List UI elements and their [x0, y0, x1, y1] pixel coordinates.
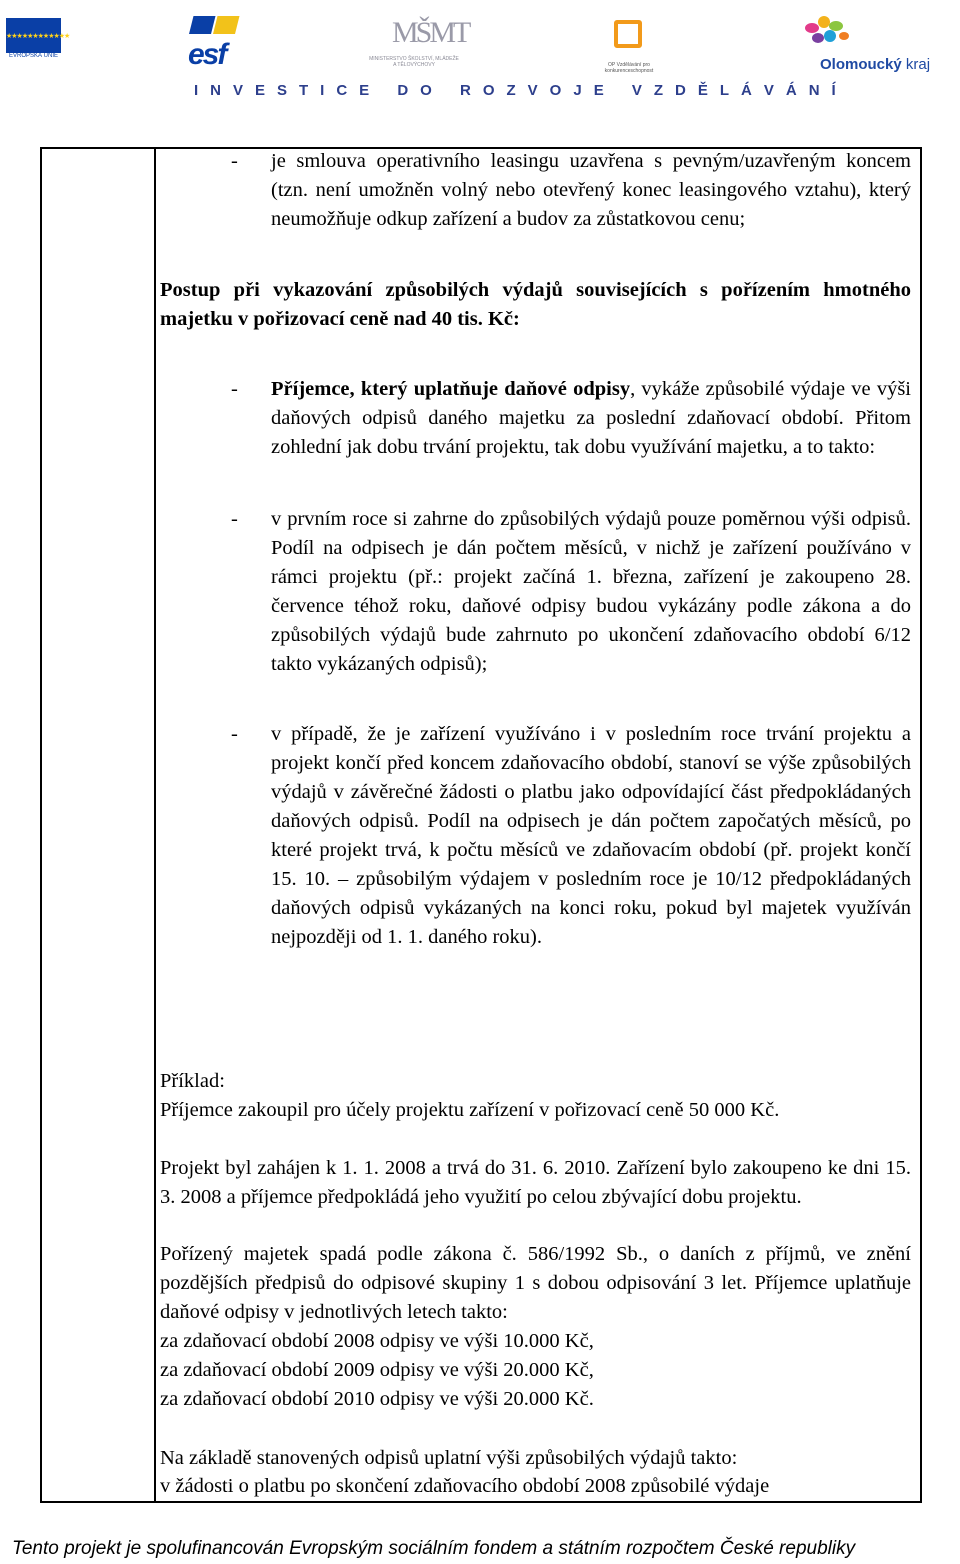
column-divider [154, 149, 156, 1501]
esf-logo [188, 14, 248, 71]
tagline: INVESTICE DO ROZVOJE VZDĚLÁVÁNÍ [194, 82, 848, 99]
olomoucky-kraj-flower-icon [796, 14, 952, 54]
example-paragraph-2: Projekt byl zahájen k 1. 1. 2008 a trvá do 31. 6. 2010. Zařízení bylo zakoupeno ke dni 15. 3. 2008 a příjemce předpokládá jeho využití po celou zbývající dobu projektu. [160, 1157, 911, 1208]
op-vk-logo [596, 16, 662, 74]
msmt-wordmark: MŠMT [392, 16, 469, 49]
example-paragraph-3: Pořízený majetek spadá podle zákona č. 586/1992 Sb., o daních z příjmů, ve znění pozdějších předpisů do odpisové skupiny 1 s dobou odpisování 3 let. Příjemce uplatňuje daňové odpisy v jednotlivých letech takto: [160, 1243, 911, 1323]
olomoucky-kraj-logo [796, 14, 952, 74]
section-heading: Postup při vykazování způsobilých výdajů souvisejících s pořízením hmotného majetku v pořizovací ceně nad 40 tis. Kč: [160, 279, 911, 330]
msmt-caption: MINISTERSTVO ŠKOLSTVÍ, MLÁDEŽE A TĚLOVÝCHOVY [369, 56, 459, 68]
esf-wordmark: esf [188, 38, 226, 71]
eu-caption: EVROPSKÁ UNIE [6, 53, 61, 60]
footer-funding-note: Tento projekt je spolufinancován Evropským sociálním fondem a státním rozpočtem České republiky [12, 1538, 856, 1559]
example-line-2010: za zdaňovací období 2010 odpisy ve výši 20.000 Kč. [160, 1388, 594, 1410]
list-item-last-year: v případě, že je zařízení využíváno i v posledním roce trvání projektu a projekt končí před koncem zdaňovacího období, stanoví se výše způsobilých výdajů v závěrečné žádosti o platbu jako odpovídající část předpokládaných daňových odpisů. Podíl na odpisech je dán počtem započatých měsíců, po které projekt trvá, k počtu měsíců ve zdaňovacím období (př. projekt končí 15. 10. – způsobilým výdajem v posledním roce je 10/12 předpokládaných daňových odpisů vykázaných na konci roku, pokud byl majetek využíván nejpozději od 1. 1. daného roku). [271, 723, 911, 948]
op-box-icon [614, 20, 642, 48]
list-dash: - [231, 723, 238, 745]
eu-stars-icon: ★★★★★★★★★★★★ [6, 32, 70, 40]
msmt-logo [368, 16, 469, 74]
list-dash: - [231, 150, 238, 172]
list-item-tax-depreciation [271, 375, 911, 462]
list-dash: - [231, 508, 238, 530]
eu-flag-logo [6, 18, 70, 60]
olomoucky-kraj-wordmark [820, 56, 930, 73]
example-line-2008: za zdaňovací období 2008 odpisy ve výši 10.000 Kč, [160, 1330, 594, 1352]
olomoucky-kraj-suffix: kraj [905, 56, 931, 73]
op-caption: OP Vzdělávání pro konkurenceschopnost [604, 62, 654, 74]
list-item-lead: Příjemce, který uplatňuje daňové odpisy [271, 378, 631, 400]
list-dash: - [231, 378, 238, 400]
final-line-2: v žádosti o platbu po skončení zdaňovacího období 2008 způsobilé výdaje [160, 1475, 770, 1497]
example-paragraph-1: Příjemce zakoupil pro účely projektu zařízení v pořizovací ceně 50 000 Kč. [160, 1099, 780, 1121]
list-item-text: , vykáže způsobilé výdaje ve výši daňových odpisů daného majetku za poslední zdaňovací období. Přitom zohlední jak dobu trvání projektu, tak dobu využívání majetku, a to takto: [271, 378, 912, 458]
list-item-leasing: je smlouva operativního leasingu uzavřena s pevným/uzavřeným koncem (tzn. není umožněn volný nebo otevřený konec leasingového vztahu), který neumožňuje odkup zařízení a budov za zůstatkovou cenu; [271, 150, 911, 230]
logo-band [0, 0, 960, 110]
final-line-1: Na základě stanovených odpisů uplatní výši způsobilých výdajů takto: [160, 1447, 738, 1469]
list-item-first-year: v prvním roce si zahrne do způsobilých výdajů pouze poměrnou výši odpisů. Podíl na odpisech je dán počtem měsíců, v nichž je zařízení používáno v rámci projektu (př.: projekt začíná 1. března, zařízení je zakoupeno 28. července téhož roku, daňové odpisy budou vykázány podle zákona a do způsobilých výdajů bude zahrnuto po ukončení zdaňovacího období 6/12 takto vykázaných odpisů); [271, 508, 911, 675]
example-label: Příklad: [160, 1070, 225, 1092]
example-line-2009: za zdaňovací období 2009 odpisy ve výši 20.000 Kč, [160, 1359, 594, 1381]
olomoucky-kraj-name: Olomoucký [820, 56, 902, 73]
